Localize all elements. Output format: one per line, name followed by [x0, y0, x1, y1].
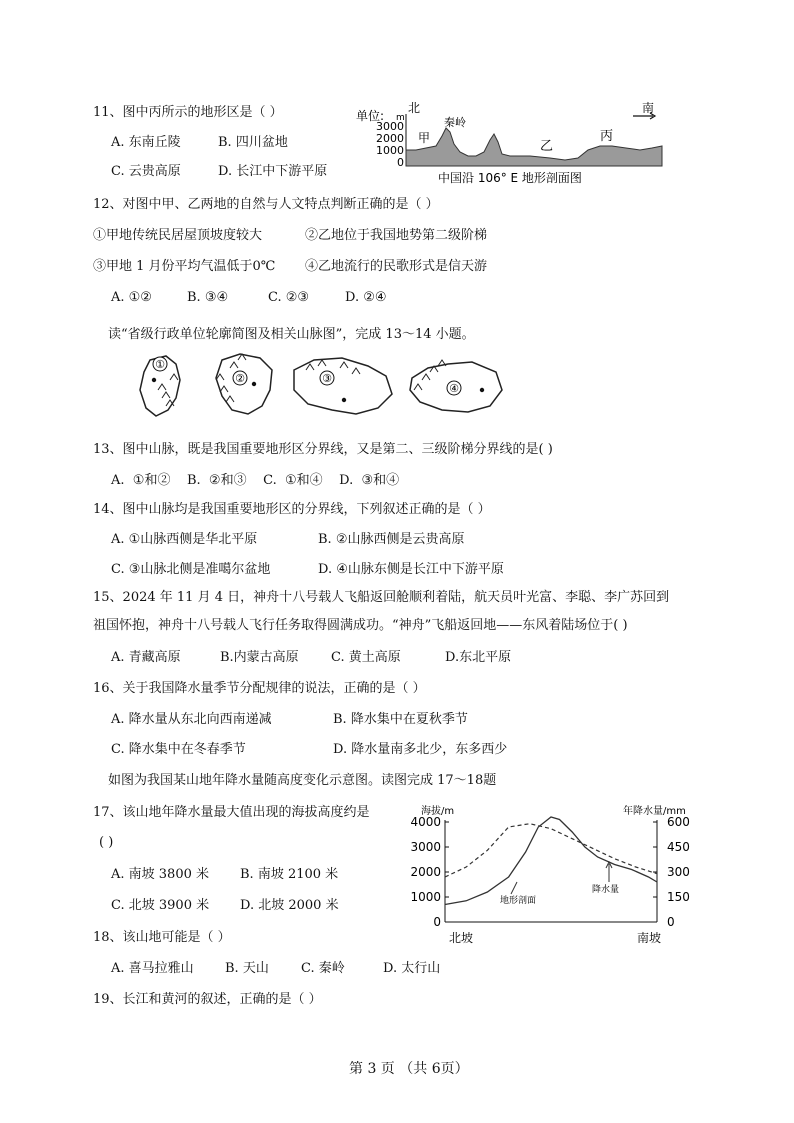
profile-caption: 中国沿 106° E 地形剖面图 — [438, 171, 582, 185]
q16-option-b: B. 降水集中在夏秋季节 — [333, 712, 468, 727]
q17-option-c: C. 北坡 3900 米 — [111, 898, 210, 913]
q16-option-a: A. 降水量从东北向西南递减 — [111, 712, 272, 727]
chart-xlabel-right: 南坡 — [637, 931, 662, 945]
q11-stem: 11、图中丙所示的地形区是（ ） — [93, 105, 283, 120]
profile-jia-label: 甲 — [418, 131, 431, 145]
chart-ylabel-left: 海拔/m — [421, 806, 455, 817]
q18-option-a: A. 喜马拉雅山 — [111, 961, 194, 976]
chart-ytick-right: 450 — [667, 840, 690, 854]
q15-option-d: D.东北平原 — [445, 650, 512, 665]
q17-paren: ( ) — [99, 835, 114, 850]
q12-option-b: B. ③④ — [187, 290, 229, 305]
outline-label-3: ③ — [322, 372, 332, 385]
q16-stem: 16、关于我国降水量季节分配规律的说法，正确的是（ ） — [93, 681, 426, 696]
q11-option-d: D. 长江中下游平原 — [218, 164, 328, 179]
q18-option-c: C. 秦岭 — [301, 961, 345, 976]
profile-unit: 单位: — [356, 109, 385, 123]
q12-option-c: C. ②③ — [268, 290, 310, 305]
province-outline-1 — [140, 356, 180, 416]
province-outline-2 — [216, 354, 272, 414]
q18-stem: 18、该山地可能是（ ） — [93, 930, 231, 945]
profile-south-label: 南 — [642, 101, 655, 115]
q19-stem: 19、长江和黄河的叙述，正确的是（ ） — [93, 992, 322, 1007]
q18-option-b: B. 天山 — [225, 961, 269, 976]
chart-ytick-left: 0 — [433, 915, 441, 929]
q17-option-a: A. 南坡 3800 米 — [111, 867, 210, 882]
q13-stem: 13、图中山脉，既是我国重要地形区分界线，又是第二、三级阶梯分界线的是( ) — [93, 442, 553, 457]
q15-option-a: A. 青藏高原 — [111, 650, 181, 665]
chart-ytick-left: 4000 — [410, 815, 441, 829]
q16-option-d: D. 降水量南多北少，东多西少 — [333, 742, 508, 757]
q11-option-b: B. 四川盆地 — [218, 135, 288, 150]
chart-ytick-left: 1000 — [410, 890, 441, 904]
chart-xlabel-left: 北坡 — [449, 931, 474, 945]
q14-option-c: C. ③山脉北侧是准噶尔盆地 — [111, 562, 271, 577]
q12-option-a: A. ①② — [111, 290, 152, 305]
profile-bing-label: 丙 — [600, 129, 614, 144]
q11-option-c: C. 云贵高原 — [111, 164, 181, 179]
capital-dot — [480, 388, 484, 392]
q11-option-a: A. 东南丘陵 — [111, 135, 181, 150]
q14-option-d: D. ④山脉东侧是长江中下游平原 — [318, 562, 504, 577]
chart-ytick-right: 600 — [667, 815, 690, 829]
chart-profile-label: 地形剖面 — [500, 896, 537, 906]
q12-statement-2: ②乙地位于我国地势第二级阶梯 — [305, 228, 488, 243]
intro-17-18: 如图为我国某山地年降水量随高度变化示意图。读图完成 17～18题 — [108, 773, 497, 788]
q14-option-a: A. ①山脉西侧是华北平原 — [111, 532, 258, 547]
q15-line-2: 祖国怀抱，神舟十八号载人飞行任务取得圆满成功。“神舟”飞船返回地——东风着陆场位于( ) — [93, 618, 628, 633]
terrain-profile-shape — [406, 128, 662, 166]
q14-stem: 14、图中山脉均是我国重要地形区的分界线，下列叙述正确的是（ ） — [93, 502, 491, 517]
elevation-precipitation-chart — [405, 802, 695, 950]
capital-dot — [342, 398, 346, 402]
chart-ytick-right: 300 — [667, 865, 690, 879]
chart-ytick-right: 150 — [667, 890, 690, 904]
profile-unit-m: m — [396, 113, 405, 123]
read-instruction-13-14: 读“省级行政单位轮廓简图及相关山脉图”，完成 13～14 小题。 — [108, 327, 475, 342]
profile-tick: 1000 — [376, 144, 404, 157]
profile-pointer — [511, 882, 517, 894]
precipitation-line — [445, 824, 657, 877]
q12-statement-1: ①甲地传统民居屋顶坡度较大 — [93, 228, 263, 243]
terrain-profile-figure — [350, 100, 670, 190]
outline-label-2: ② — [235, 372, 245, 385]
page-footer: 第 3 页 （共 6页） — [349, 1061, 469, 1077]
q18-option-d: D. 太行山 — [383, 961, 441, 976]
q14-option-b: B. ②山脉西侧是云贵高原 — [318, 532, 465, 547]
q15-option-c: C. 黄土高原 — [331, 650, 401, 665]
province-outlines-figure — [130, 350, 520, 422]
province-outline-3 — [294, 358, 392, 414]
q17-option-d: D. 北坡 2000 米 — [240, 898, 339, 913]
province-outline-4 — [410, 360, 502, 412]
profile-north-label: 北 — [408, 101, 421, 115]
terrain-profile-line — [445, 817, 657, 905]
q16-option-c: C. 降水集中在冬春季节 — [111, 742, 246, 757]
q13-options: A. ①和② B. ②和③ C. ①和④ D. ③和④ — [111, 473, 400, 488]
profile-yi-label: 乙 — [540, 139, 554, 154]
chart-ytick-left: 3000 — [410, 840, 441, 854]
q15-option-b: B.内蒙古高原 — [220, 650, 299, 665]
q12-option-d: D. ②④ — [345, 290, 387, 305]
outline-label-1: ① — [155, 358, 165, 371]
q12-stem: 12、对图中甲、乙两地的自然与人文特点判断正确的是（ ） — [93, 197, 439, 212]
outline-label-4: ④ — [449, 382, 459, 395]
q17-stem: 17、该山地年降水量最大值出现的海拔高度约是 — [93, 805, 370, 820]
chart-ytick-left: 2000 — [410, 865, 441, 879]
q17-option-b: B. 南坡 2100 米 — [240, 867, 339, 882]
profile-qinling-label: 秦岭 — [444, 116, 466, 129]
q15-line-1: 15、2024 年 11 月 4 日，神舟十八号载人飞船返回舱顺利着陆，航天员叶光富、李聪、李广苏回到 — [93, 590, 670, 605]
capital-dot — [252, 382, 256, 386]
profile-tick: 0 — [397, 156, 404, 169]
profile-tick: 3000 — [376, 120, 404, 133]
chart-ytick-right: 0 — [667, 915, 675, 929]
capital-dot — [152, 378, 156, 382]
chart-ylabel-right: 年降水量/mm — [623, 806, 686, 817]
q12-statement-3: ③甲地 1 月份平均气温低于0℃ — [93, 259, 276, 274]
q12-statement-4: ④乙地流行的民歌形式是信天游 — [305, 259, 488, 274]
chart-rain-label: 降水量 — [592, 885, 620, 895]
profile-tick: 2000 — [376, 132, 404, 145]
